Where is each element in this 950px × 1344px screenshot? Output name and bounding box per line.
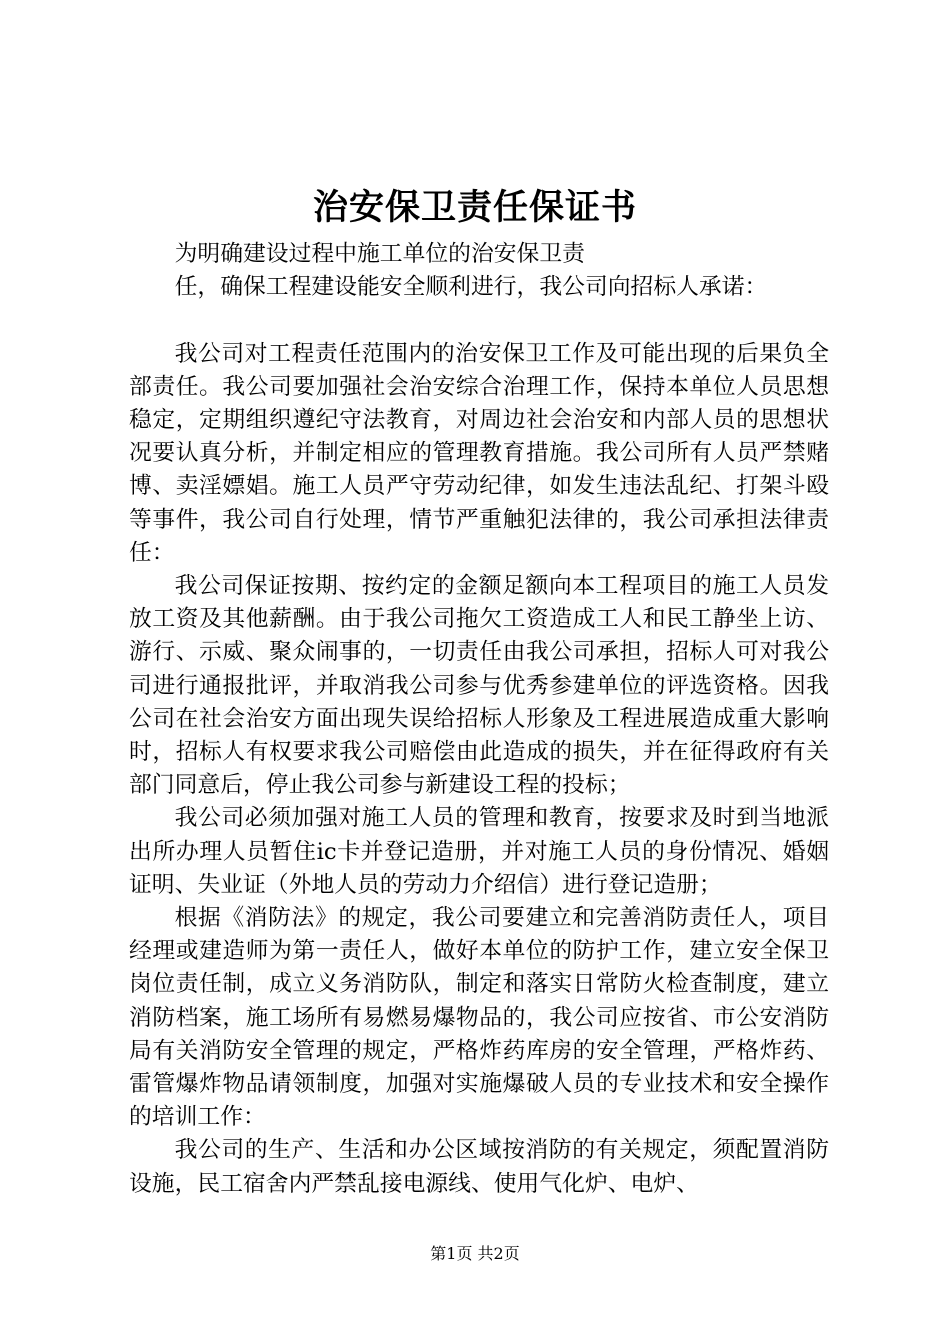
intro-line-1: 为明确建设过程中施工单位的治安保卫责 <box>174 241 585 267</box>
page-number-footer: 第1页 共2页 <box>430 1244 520 1263</box>
document-title: 治安保卫责任保证书 <box>312 187 637 228</box>
paragraph-registration: 我公司必须加强对施工人员的管理和教育，按要求及时到当地派出所办理人员暂住ic卡并登记造册，并对施工人员的身份情况、婚姻证明、失业证（外地人员的劳动力介绍信）进行登记造册； <box>129 805 829 898</box>
paragraph-wages: 我公司保证按期、按约定的金额足额向本工程项目的施工人员发放工资及其他薪酬。由于我公司拖欠工资造成工人和民工静坐上访、游行、示威、聚众闹事的，一切责任由我公司承担，招标人可对我公司进行通报批评，并取消我公司参与优秀参建单位的评选资格。因我公司在社会治安方面出现失误给招标人形象及工程进展造成重大影响时，招标人有权要求我公司赔偿由此造成的损失，并在征得政府有关部门同意后，停止我公司参与新建设工程的投标； <box>129 573 829 799</box>
intro-line-2: 任，确保工程建设能安全顺利进行，我公司向招标人承诺： <box>174 274 768 301</box>
document-body <box>129 238 829 1201</box>
paragraph-responsibility: 我公司对工程责任范围内的治安保卫工作及可能出现的后果负全部责任。我公司要加强社会治安综合治理工作，保持本单位人员思想稳定，定期组织遵纪守法教育，对周边社会治安和内部人员的思想状况要认真分析，并制定相应的管理教育措施。我公司所有人员严禁赌博、卖淫嫖娼。施工人员严守劳动纪律，如发生违法乱纪、打架斗殴等事件，我公司自行处理，情节严重触犯法律的，我公司承担法律责任： <box>129 340 829 566</box>
paragraph-fire-law: 根据《消防法》的规定，我公司要建立和完善消防责任人，项目经理或建造师为第一责任人，做好本单位的防护工作，建立安全保卫岗位责任制，成立义务消防队，制定和落实日常防火检查制度，建立消防档案，施工场所有易燃易爆物品的，我公司应按省、市公安消防局有关消防安全管理的规定，严格炸药库房的安全管理，严格炸药、雷管爆炸物品请领制度，加强对实施爆破人员的专业技术和安全操作的培训工作： <box>129 905 829 1131</box>
paragraph-fire-facilities: 我公司的生产、生活和办公区域按消防的有关规定，须配置消防设施，民工宿舍内严禁乱接电源线、使用气化炉、电炉、 <box>129 1137 829 1197</box>
